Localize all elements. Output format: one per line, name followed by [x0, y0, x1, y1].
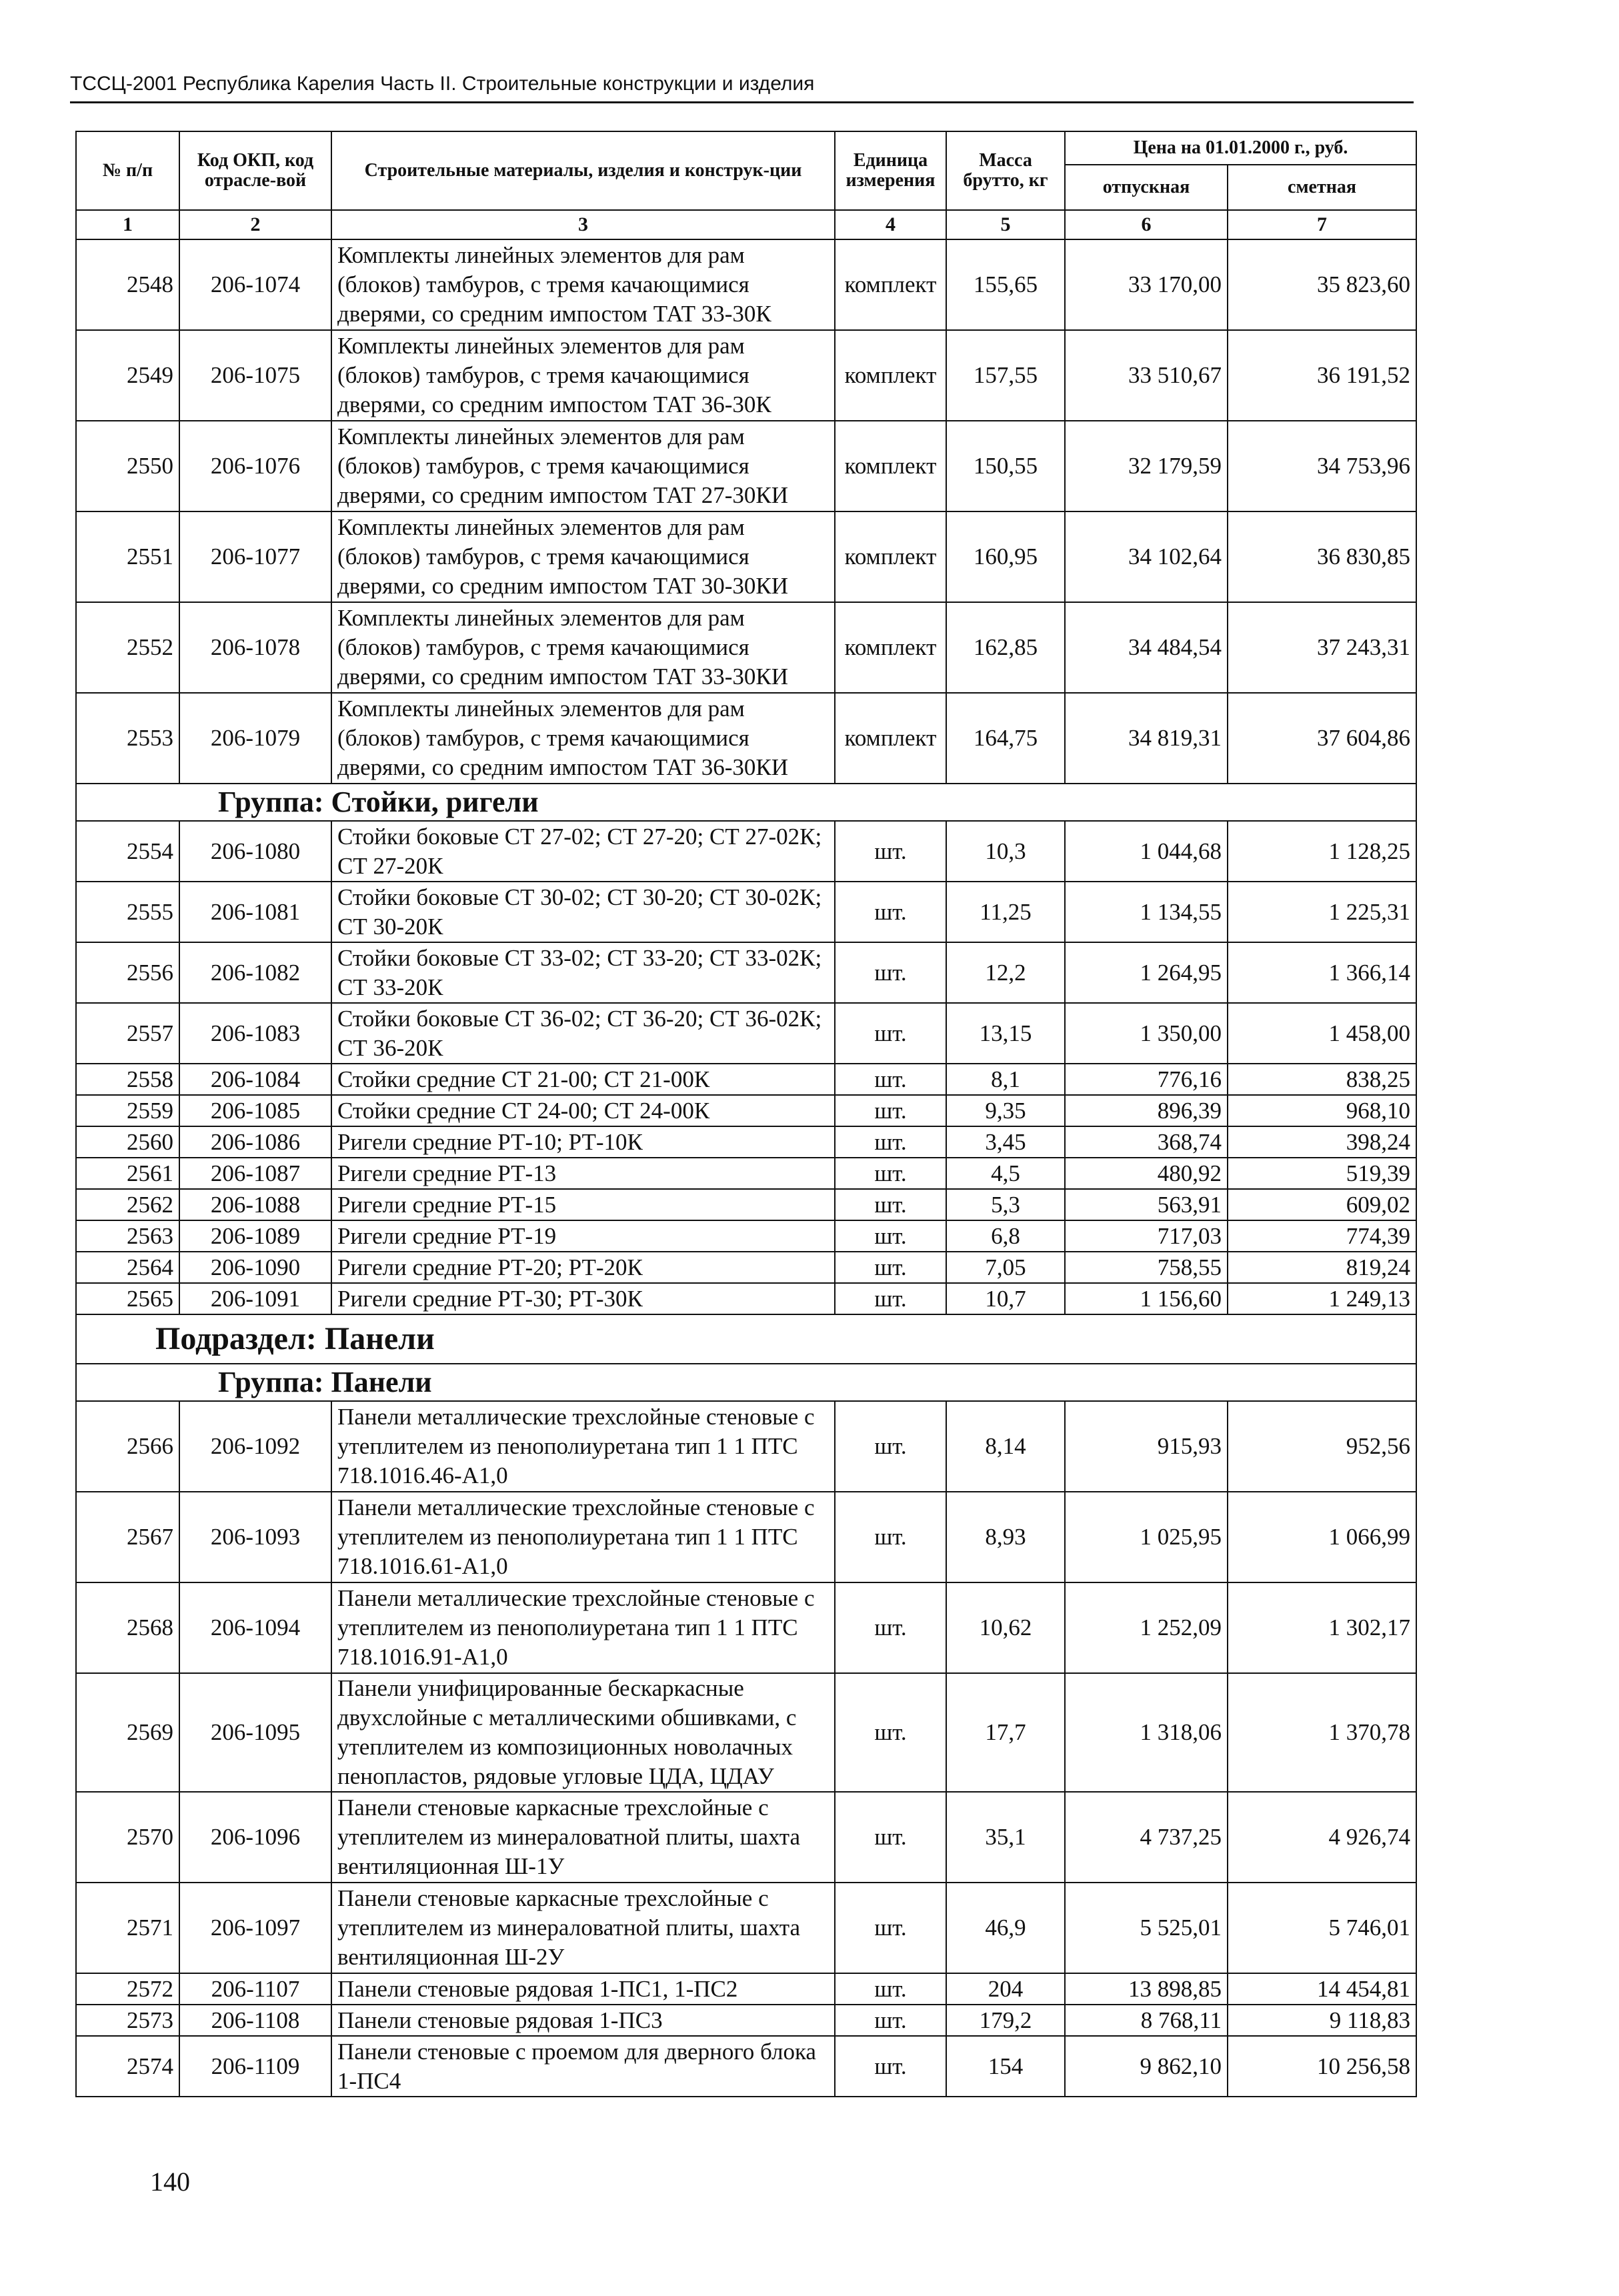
row-price-estimate: 4 926,74 [1228, 1792, 1416, 1883]
table-row [76, 693, 1416, 784]
row-unit: комплект [835, 421, 946, 511]
row-num: 2573 [76, 2005, 179, 2036]
colnum-7: 7 [1228, 210, 1416, 239]
row-price-estimate: 9 118,83 [1228, 2005, 1416, 2036]
row-mass: 35,1 [946, 1792, 1065, 1883]
table-row [76, 1126, 1416, 1158]
row-price-release: 1 318,06 [1065, 1673, 1228, 1792]
row-unit: комплект [835, 330, 946, 421]
table-row [76, 1582, 1416, 1673]
row-price-release: 896,39 [1065, 1095, 1228, 1126]
row-unit: шт. [835, 1792, 946, 1883]
colnum-2: 2 [179, 210, 331, 239]
row-mass: 4,5 [946, 1158, 1065, 1189]
row-mass: 9,35 [946, 1095, 1065, 1126]
row-name: Стойки боковые СТ 27-02; СТ 27-20; СТ 27-02К; СТ 27-20К [331, 821, 835, 882]
row-mass: 204 [946, 1973, 1065, 2005]
row-code: 206-1095 [179, 1673, 331, 1792]
row-code: 206-1079 [179, 693, 331, 784]
row-code: 206-1089 [179, 1220, 331, 1252]
row-num: 2565 [76, 1283, 179, 1314]
row-name: Панели стеновые каркасные трехслойные с утеплителем из минераловатной плиты, шахта вентиляционная Ш-2У [331, 1883, 835, 1973]
row-code: 206-1092 [179, 1401, 331, 1492]
row-mass: 155,65 [946, 239, 1065, 330]
row-num: 2566 [76, 1401, 179, 1492]
table-row [76, 2036, 1416, 2097]
colnum-3: 3 [331, 210, 835, 239]
row-num: 2570 [76, 1792, 179, 1883]
row-price-estimate: 1 366,14 [1228, 942, 1416, 1003]
row-price-release: 758,55 [1065, 1252, 1228, 1283]
row-code: 206-1097 [179, 1883, 331, 1973]
row-mass: 13,15 [946, 1003, 1065, 1064]
row-code: 206-1083 [179, 1003, 331, 1064]
row-name: Панели металлические трехслойные стеновые с утеплителем из пенополиуретана тип 1 1 ПТС 718.1016.46-А1,0 [331, 1401, 835, 1492]
row-price-release: 32 179,59 [1065, 421, 1228, 511]
row-mass: 10,7 [946, 1283, 1065, 1314]
row-price-estimate: 10 256,58 [1228, 2036, 1416, 2097]
row-price-estimate: 1 458,00 [1228, 1003, 1416, 1064]
row-unit: комплект [835, 511, 946, 602]
row-name: Стойки средние СТ 21-00; СТ 21-00К [331, 1064, 835, 1095]
row-unit: шт. [835, 1095, 946, 1126]
row-name: Панели стеновые с проемом для дверного блока 1-ПС4 [331, 2036, 835, 2097]
row-price-estimate: 36 191,52 [1228, 330, 1416, 421]
row-price-release: 33 170,00 [1065, 239, 1228, 330]
row-unit: шт. [835, 1401, 946, 1492]
row-num: 2561 [76, 1158, 179, 1189]
row-code: 206-1080 [179, 821, 331, 882]
row-price-estimate: 774,39 [1228, 1220, 1416, 1252]
row-price-release: 1 025,95 [1065, 1492, 1228, 1582]
row-num: 2557 [76, 1003, 179, 1064]
row-name: Панели металлические трехслойные стеновые с утеплителем из пенополиуретана тип 1 1 ПТС 718.1016.91-А1,0 [331, 1582, 835, 1673]
row-price-release: 34 484,54 [1065, 602, 1228, 693]
row-num: 2549 [76, 330, 179, 421]
colnum-4: 4 [835, 210, 946, 239]
row-code: 206-1078 [179, 602, 331, 693]
row-name: Ригели средние РТ-13 [331, 1158, 835, 1189]
row-name: Комплекты линейных элементов для рам (блоков) тамбуров, с тремя качающимися дверями, со средним импостом ТАТ 36-30КИ [331, 693, 835, 784]
row-price-release: 368,74 [1065, 1126, 1228, 1158]
subsection-title: Подраздел: Панели [76, 1314, 1416, 1364]
row-unit: шт. [835, 882, 946, 942]
row-unit: шт. [835, 2036, 946, 2097]
row-mass: 6,8 [946, 1220, 1065, 1252]
row-mass: 8,1 [946, 1064, 1065, 1095]
row-price-release: 1 156,60 [1065, 1283, 1228, 1314]
row-mass: 154 [946, 2036, 1065, 2097]
table-row [76, 1492, 1416, 1582]
header-price-group: Цена на 01.01.2000 г., руб. [1065, 131, 1416, 165]
colnum-5: 5 [946, 210, 1065, 239]
row-name: Комплекты линейных элементов для рам (блоков) тамбуров, с тремя качающимися дверями, со средним импостом ТАТ 30-30КИ [331, 511, 835, 602]
table-row [76, 1064, 1416, 1095]
group-title-row [76, 784, 1416, 821]
row-price-estimate: 36 830,85 [1228, 511, 1416, 602]
row-mass: 157,55 [946, 330, 1065, 421]
row-name: Ригели средние РТ-15 [331, 1189, 835, 1220]
row-price-release: 1 350,00 [1065, 1003, 1228, 1064]
row-code: 206-1074 [179, 239, 331, 330]
row-num: 2560 [76, 1126, 179, 1158]
row-code: 206-1109 [179, 2036, 331, 2097]
row-price-release: 8 768,11 [1065, 2005, 1228, 2036]
row-num: 2554 [76, 821, 179, 882]
row-code: 206-1096 [179, 1792, 331, 1883]
row-mass: 12,2 [946, 942, 1065, 1003]
row-num: 2574 [76, 2036, 179, 2097]
row-num: 2552 [76, 602, 179, 693]
row-price-release: 1 252,09 [1065, 1582, 1228, 1673]
group-title: Группа: Панели [76, 1364, 1416, 1401]
row-price-release: 776,16 [1065, 1064, 1228, 1095]
row-unit: шт. [835, 1003, 946, 1064]
row-mass: 160,95 [946, 511, 1065, 602]
row-unit: шт. [835, 2005, 946, 2036]
table-row [76, 1158, 1416, 1189]
row-unit: шт. [835, 1189, 946, 1220]
row-unit: шт. [835, 1220, 946, 1252]
row-price-release: 5 525,01 [1065, 1883, 1228, 1973]
row-code: 206-1076 [179, 421, 331, 511]
row-price-estimate: 34 753,96 [1228, 421, 1416, 511]
table-row [76, 1189, 1416, 1220]
header-price-release: отпускная [1065, 165, 1228, 210]
row-code: 206-1082 [179, 942, 331, 1003]
table-row [76, 1220, 1416, 1252]
row-name: Комплекты линейных элементов для рам (блоков) тамбуров, с тремя качающимися дверями, со средним импостом ТАТ 27-30КИ [331, 421, 835, 511]
table-row [76, 239, 1416, 330]
colnum-1: 1 [76, 210, 179, 239]
row-num: 2555 [76, 882, 179, 942]
row-price-estimate: 5 746,01 [1228, 1883, 1416, 1973]
table-row [76, 1883, 1416, 1973]
row-unit: шт. [835, 1883, 946, 1973]
table-row [76, 2005, 1416, 2036]
colnum-6: 6 [1065, 210, 1228, 239]
row-price-release: 34 819,31 [1065, 693, 1228, 784]
row-name: Панели стеновые рядовая 1-ПС1, 1-ПС2 [331, 1973, 835, 2005]
row-num: 2550 [76, 421, 179, 511]
row-mass: 17,7 [946, 1673, 1065, 1792]
row-code: 206-1084 [179, 1064, 331, 1095]
table-row [76, 1003, 1416, 1064]
row-code: 206-1075 [179, 330, 331, 421]
table-row [76, 330, 1416, 421]
row-price-estimate: 1 066,99 [1228, 1492, 1416, 1582]
table-row [76, 421, 1416, 511]
table-row [76, 1673, 1416, 1792]
row-unit: шт. [835, 1492, 946, 1582]
row-name: Ригели средние РТ-30; РТ-30К [331, 1283, 835, 1314]
row-code: 206-1091 [179, 1283, 331, 1314]
table-row [76, 942, 1416, 1003]
row-price-release: 1 264,95 [1065, 942, 1228, 1003]
row-num: 2564 [76, 1252, 179, 1283]
row-unit: шт. [835, 1973, 946, 2005]
row-name: Панели унифицированные бескаркасные двухслойные с металлическими обшивками, с утеплителем из композиционных новолачных пенопластов, рядовые угловые ЦДА, ЦДАУ [331, 1673, 835, 1792]
row-name: Ригели средние РТ-20; РТ-20К [331, 1252, 835, 1283]
row-code: 206-1077 [179, 511, 331, 602]
row-mass: 3,45 [946, 1126, 1065, 1158]
row-code: 206-1086 [179, 1126, 331, 1158]
row-price-release: 13 898,85 [1065, 1973, 1228, 2005]
table-row [76, 511, 1416, 602]
row-name: Ригели средние РТ-19 [331, 1220, 835, 1252]
row-code: 206-1087 [179, 1158, 331, 1189]
row-code: 206-1085 [179, 1095, 331, 1126]
row-num: 2548 [76, 239, 179, 330]
row-num: 2571 [76, 1883, 179, 1973]
row-name: Ригели средние РТ-10; РТ-10К [331, 1126, 835, 1158]
table-row [76, 1401, 1416, 1492]
row-price-estimate: 14 454,81 [1228, 1973, 1416, 2005]
row-price-release: 717,03 [1065, 1220, 1228, 1252]
row-price-release: 9 862,10 [1065, 2036, 1228, 2097]
table-row [76, 821, 1416, 882]
row-mass: 11,25 [946, 882, 1065, 942]
row-price-estimate: 519,39 [1228, 1158, 1416, 1189]
row-num: 2568 [76, 1582, 179, 1673]
row-mass: 10,3 [946, 821, 1065, 882]
row-unit: шт. [835, 1158, 946, 1189]
row-unit: шт. [835, 1673, 946, 1792]
page-number: 140 [150, 2167, 190, 2197]
row-mass: 150,55 [946, 421, 1065, 511]
price-table [75, 131, 1417, 2097]
row-unit: шт. [835, 942, 946, 1003]
row-unit: шт. [835, 1064, 946, 1095]
row-price-estimate: 1 225,31 [1228, 882, 1416, 942]
row-name: Стойки боковые СТ 36-02; СТ 36-20; СТ 36-02К; СТ 36-20К [331, 1003, 835, 1064]
row-mass: 164,75 [946, 693, 1065, 784]
row-price-estimate: 1 370,78 [1228, 1673, 1416, 1792]
row-name: Панели металлические трехслойные стеновые с утеплителем из пенополиуретана тип 1 1 ПТС 718.1016.61-А1,0 [331, 1492, 835, 1582]
row-num: 2569 [76, 1673, 179, 1792]
row-num: 2553 [76, 693, 179, 784]
row-name: Комплекты линейных элементов для рам (блоков) тамбуров, с тремя качающимися дверями, со средним импостом ТАТ 33-30КИ [331, 602, 835, 693]
row-price-estimate: 968,10 [1228, 1095, 1416, 1126]
running-header: ТССЦ-2001 Республика Карелия Часть II. Строительные конструкции и изделия [70, 67, 1414, 103]
row-num: 2567 [76, 1492, 179, 1582]
row-price-estimate: 819,24 [1228, 1252, 1416, 1283]
row-unit: шт. [835, 821, 946, 882]
row-code: 206-1107 [179, 1973, 331, 2005]
row-price-release: 563,91 [1065, 1189, 1228, 1220]
row-mass: 46,9 [946, 1883, 1065, 1973]
row-num: 2551 [76, 511, 179, 602]
row-num: 2559 [76, 1095, 179, 1126]
row-name: Стойки средние СТ 24-00; СТ 24-00К [331, 1095, 835, 1126]
table-row [76, 602, 1416, 693]
row-price-release: 33 510,67 [1065, 330, 1228, 421]
row-price-estimate: 1 128,25 [1228, 821, 1416, 882]
header-price-estimate: сметная [1228, 165, 1416, 210]
row-price-release: 1 134,55 [1065, 882, 1228, 942]
table-row [76, 1095, 1416, 1126]
header-unit: Единица измерения [835, 131, 946, 210]
row-code: 206-1090 [179, 1252, 331, 1283]
row-price-estimate: 1 302,17 [1228, 1582, 1416, 1673]
row-mass: 7,05 [946, 1252, 1065, 1283]
row-num: 2562 [76, 1189, 179, 1220]
row-price-release: 34 102,64 [1065, 511, 1228, 602]
row-price-estimate: 952,56 [1228, 1401, 1416, 1492]
row-num: 2563 [76, 1220, 179, 1252]
row-unit: комплект [835, 693, 946, 784]
row-unit: шт. [835, 1582, 946, 1673]
table-row [76, 1792, 1416, 1883]
row-code: 206-1108 [179, 2005, 331, 2036]
row-price-estimate: 37 243,31 [1228, 602, 1416, 693]
row-price-release: 480,92 [1065, 1158, 1228, 1189]
row-name: Комплекты линейных элементов для рам (блоков) тамбуров, с тремя качающимися дверями, со средним импостом ТАТ 33-30К [331, 239, 835, 330]
row-price-release: 1 044,68 [1065, 821, 1228, 882]
row-unit: шт. [835, 1283, 946, 1314]
row-code: 206-1093 [179, 1492, 331, 1582]
row-mass: 5,3 [946, 1189, 1065, 1220]
table-row [76, 882, 1416, 942]
row-price-estimate: 37 604,86 [1228, 693, 1416, 784]
row-price-estimate: 398,24 [1228, 1126, 1416, 1158]
row-code: 206-1081 [179, 882, 331, 942]
row-name: Панели стеновые каркасные трехслойные с утеплителем из минераловатной плиты, шахта вентиляционная Ш-1У [331, 1792, 835, 1883]
row-name: Комплекты линейных элементов для рам (блоков) тамбуров, с тремя качающимися дверями, со средним импостом ТАТ 36-30К [331, 330, 835, 421]
row-code: 206-1088 [179, 1189, 331, 1220]
row-num: 2558 [76, 1064, 179, 1095]
row-mass: 10,62 [946, 1582, 1065, 1673]
row-price-release: 915,93 [1065, 1401, 1228, 1492]
table-row [76, 1973, 1416, 2005]
row-unit: шт. [835, 1126, 946, 1158]
row-unit: комплект [835, 602, 946, 693]
header-mass: Масса брутто, кг [946, 131, 1065, 210]
table-row [76, 1252, 1416, 1283]
header-name: Строительные материалы, изделия и конструк-ции [331, 131, 835, 210]
group-title-row [76, 1364, 1416, 1401]
subsection-title-row [76, 1314, 1416, 1364]
group-title: Группа: Стойки, ригели [76, 784, 1416, 821]
row-price-estimate: 838,25 [1228, 1064, 1416, 1095]
row-price-estimate: 35 823,60 [1228, 239, 1416, 330]
row-mass: 8,93 [946, 1492, 1065, 1582]
header-code: Код ОКП, код отрасле-вой [179, 131, 331, 210]
row-num: 2556 [76, 942, 179, 1003]
row-price-release: 4 737,25 [1065, 1792, 1228, 1883]
row-unit: комплект [835, 239, 946, 330]
row-price-estimate: 1 249,13 [1228, 1283, 1416, 1314]
row-name: Панели стеновые рядовая 1-ПС3 [331, 2005, 835, 2036]
row-unit: шт. [835, 1252, 946, 1283]
row-mass: 8,14 [946, 1401, 1065, 1492]
row-num: 2572 [76, 1973, 179, 2005]
row-price-estimate: 609,02 [1228, 1189, 1416, 1220]
row-name: Стойки боковые СТ 33-02; СТ 33-20; СТ 33-02К; СТ 33-20К [331, 942, 835, 1003]
row-mass: 162,85 [946, 602, 1065, 693]
row-code: 206-1094 [179, 1582, 331, 1673]
header-num: № п/п [76, 131, 179, 210]
table-row [76, 1283, 1416, 1314]
row-mass: 179,2 [946, 2005, 1065, 2036]
row-name: Стойки боковые СТ 30-02; СТ 30-20; СТ 30-02К; СТ 30-20К [331, 882, 835, 942]
